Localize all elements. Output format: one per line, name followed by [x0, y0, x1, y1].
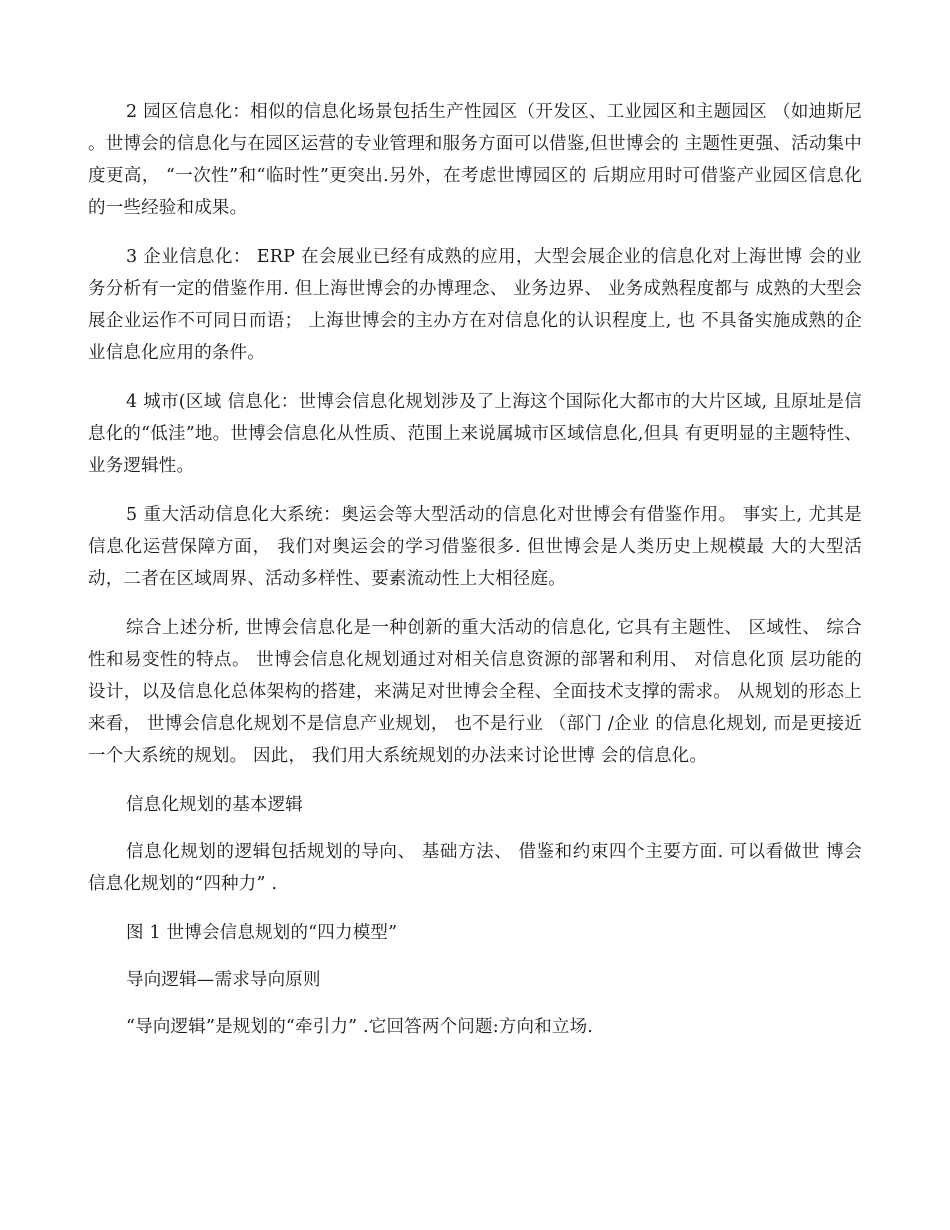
section-heading-basic-logic: 信息化规划的基本逻辑 — [126, 795, 303, 815]
figure-caption: 图 1 世博会信息规划的“四力模型” — [126, 923, 398, 943]
paragraph-guiding-logic: “导向逻辑”是规划的“牵引力” .它回答两个问题:方向和立场. — [126, 1017, 594, 1037]
paragraph-planning-logic: 信息化规划的逻辑包括规划的导向、 基础方法、 借鉴和约束四个主要方面. 可以看做世 博会信息化规划的“四种力” . — [88, 842, 862, 894]
paragraph-enterprise-informatization: 3 企业信息化： ERP 在会展业已经有成熟的应用，大型会展企业的信息化对上海世博 会的业务分析有一定的借鉴作用. 但上海世博会的办博理念、 业务边界、 业务成熟程度都与 成熟的大型会展企业运作不可同日而语； 上海世博会的主办方在对信息化的认识程度上, 也 不具备实施成熟的企业信息化应用的条件。 — [88, 247, 862, 363]
paragraph-major-event-informatization: 5 重大活动信息化大系统：奥运会等大型活动的信息化对世博会有借鉴作用。 事实上, 尤其是信息化运营保障方面， 我们对奥运会的学习借鉴很多. 但世博会是人类历史上规模最 大的大型活动，二者在区域周界、活动多样性、要素流动性上大相径庭。 — [88, 505, 862, 589]
subsection-heading-guiding-logic: 导向逻辑—需求导向原则 — [126, 970, 321, 990]
paragraph-summary-analysis: 综合上述分析, 世博会信息化是一种创新的重大活动的信息化, 它具有主题性、 区域性、 综合性和易变性的特点。 世博会信息化规划通过对相关信息资源的部署和利用、 对信息化顶 层功能的设计，以及信息化总体架构的搭建，来满足对世博会全程、全面技术支撑的需求。 从规划的形态上来看， 世博会信息化规划不是信息产业规划， 也不是行业 （部门 /企业 的信息化规划, 而是更接近一个大系统的规划。 因此， 我们用大系统规划的办法来讨论世博 会的信息化。 — [88, 618, 862, 766]
paragraph-park-informatization: 2 园区信息化：相似的信息化场景包括生产性园区（开发区、工业园区和主题园区 （如迪斯尼 。世博会的信息化与在园区运营的专业管理和服务方面可以借鉴,但世博会的 主题性更强、活动集中度更高， “一次性”和“临时性”更突出.另外，在考虑世博园区的 后期应用时可借鉴产业园区信息化的一些经验和成果。 — [88, 102, 862, 218]
paragraph-city-informatization: 4 城市(区域 信息化：世博会信息化规划涉及了上海这个国际化大都市的大片区域, 且原址是信息化的“低洼”地。世博会信息化从性质、范围上来说属城市区域信息化,但具 有更明显的主题特性、业务逻辑性。 — [88, 392, 862, 476]
